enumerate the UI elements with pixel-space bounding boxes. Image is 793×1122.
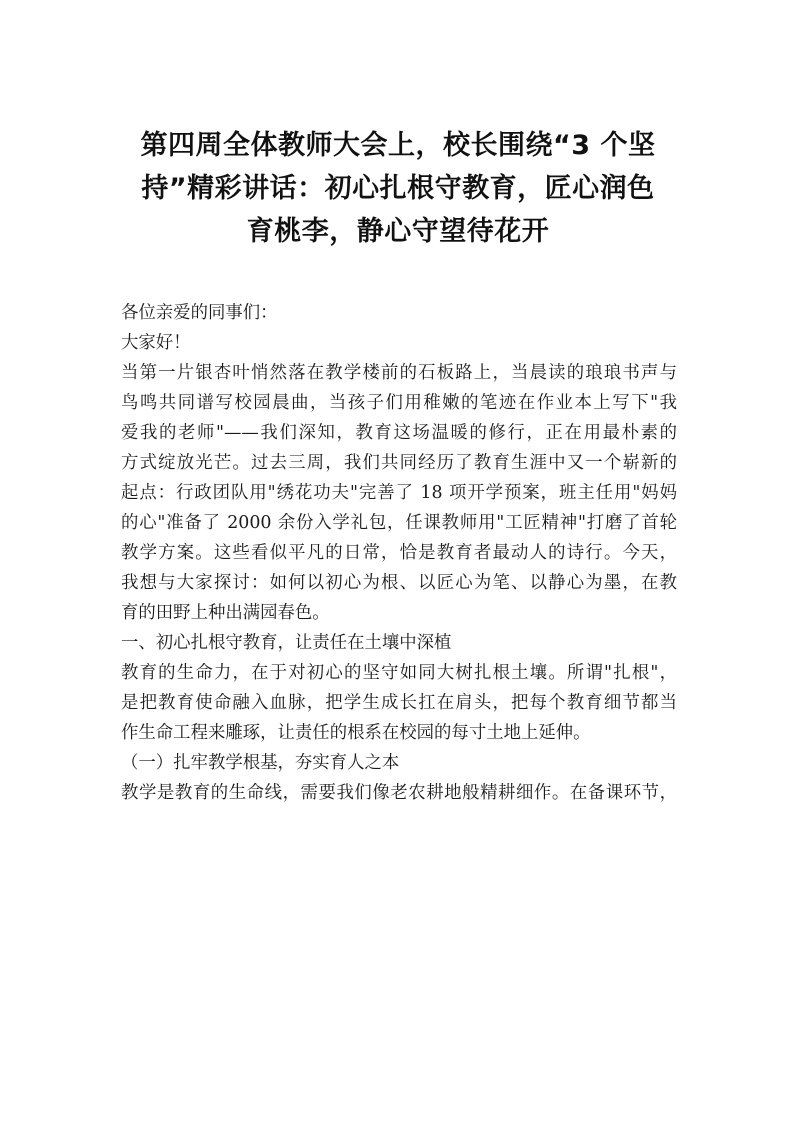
paragraph-line: 的心"准备了 2000 余份入学礼包，任课教师用"工匠精神"打磨了首轮 <box>121 513 677 533</box>
paragraph-line: 方式绽放光芒。过去三周，我们共同经历了教育生涯中又一个崭新的 <box>121 453 677 473</box>
paragraph-line: 我想与大家探讨：如何以初心为根、以匠心为笔、以静心为墨，在教 <box>121 573 677 593</box>
section-heading: 一、初心扎根守教育，让责任在土壤中深植 <box>121 633 452 653</box>
subsection1-paragraph <box>121 778 677 808</box>
paragraph-line: 是把教育使命融入血脉，把学生成长扛在肩头，把每个教育细节都当 <box>121 693 677 713</box>
title-line: 持”精彩讲话：初心扎根守教育，匠心润色 <box>141 173 655 204</box>
paragraph-line: 教学是教育的生命线，需要我们像老农耕地般精耕细作。在备课环节， <box>121 783 677 803</box>
paragraph-line: 教育的生命力，在于对初心的坚守如同大树扎根土壤。所谓"扎根"， <box>121 663 677 683</box>
paragraph-line: 育的田野上种出满园春色。 <box>121 603 330 623</box>
title-line: 育桃李，静心守望待花开 <box>246 216 550 247</box>
subsection-heading: （一）扎牢教学根基，夯实育人之本 <box>121 753 400 773</box>
document-title <box>118 124 678 253</box>
title-line: 第四周全体教师大会上，校长围绕“3 个坚 <box>140 130 656 161</box>
salutation: 大家好！ <box>121 333 191 353</box>
paragraph-line: 当第一片银杏叶悄然落在教学楼前的石板路上，当晨读的琅琅书声与 <box>121 363 677 383</box>
paragraph-line: 鸟鸣共同谱写校园晨曲，当孩子们用稚嫩的笔迹在作业本上写下"我 <box>121 393 677 413</box>
paragraph-line: 爱我的老师"——我们深知，教育这场温暖的修行，正在用最朴素的 <box>121 423 677 443</box>
section1-paragraph <box>121 658 677 748</box>
greeting: 各位亲爱的同事们： <box>121 303 278 323</box>
paragraph-line: 教学方案。这些看似平凡的日常，恰是教育者最动人的诗行。今天， <box>121 543 677 563</box>
intro-paragraph <box>121 358 677 628</box>
paragraph-line: 作生命工程来雕琢，让责任的根系在校园的每寸土地上延伸。 <box>121 723 591 743</box>
paragraph-line: 起点：行政团队用"绣花功夫"完善了 18 项开学预案，班主任用"妈妈 <box>121 483 677 503</box>
document-body <box>121 298 677 808</box>
